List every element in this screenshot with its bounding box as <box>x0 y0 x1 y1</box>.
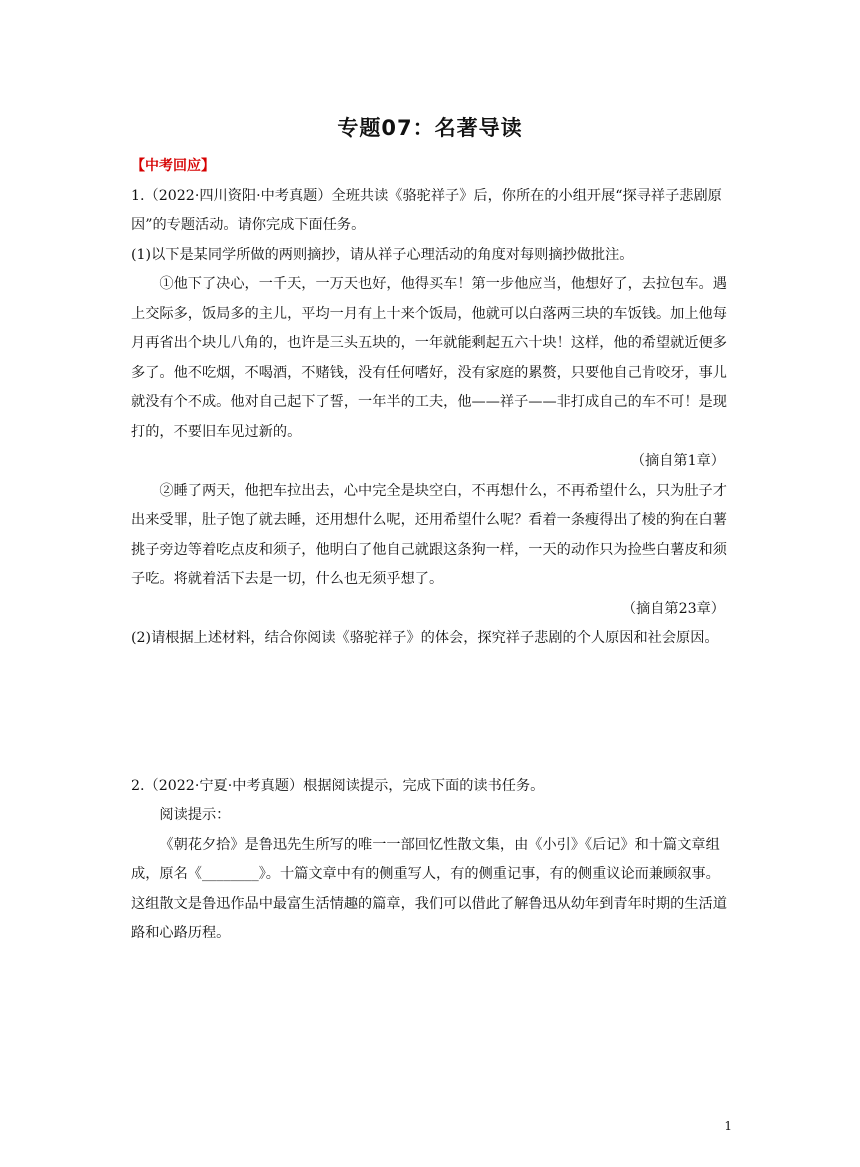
answer-space <box>131 654 731 772</box>
excerpt-2-source: （摘自第23章） <box>621 600 725 617</box>
page-title: 专题07：名著导读 <box>337 116 523 140</box>
question-1-part-2: (2)请根据上述材料，结合你阅读《骆驼祥子》的体会，探究祥子悲剧的个人原因和社会原因。 <box>131 630 719 646</box>
page-number: 1 <box>724 1119 732 1133</box>
question-1-part-1: (1)以下是某同学所做的两则摘抄，请从祥子心理活动的角度对每则摘抄做批注。 <box>131 246 634 263</box>
reading-hint-label: 阅读提示： <box>159 807 231 823</box>
question-2-stem: 2.（2022·宁夏·中考真题）根据阅读提示，完成下面的读书任务。 <box>131 777 545 794</box>
excerpt-1-source: （摘自第1章） <box>630 453 725 469</box>
question-1-stem: 1.（2022·四川资阳·中考真题）全班共读《骆驼祥子》后，你所在的小组开展“探寻祥子悲剧原因”的专题活动。请你完成下面任务。 <box>131 187 722 233</box>
document-body <box>131 152 731 949</box>
section-tag: 【中考回应】 <box>131 158 215 174</box>
excerpt-2: ②睡了两天，他把车拉出去，心中完全是块空白，不再想什么，不再希望什么，只为肚子才出来受罪，肚子饱了就去睡，还用想什么呢，还用希望什么呢？看着一条瘦得出了棱的狗在白薯挑子旁边等着吃点皮和须子，他明白了他自己就跟这条狗一样，一天的动作只为捡些白薯皮和须子吃。将就着活下去是一切，什么也无须乎想了。 <box>131 482 727 587</box>
excerpt-1: ①他下了决心，一千天，一万天也好，他得买车！第一步他应当，他想好了，去拉包车。遇上交际多，饭局多的主儿，平均一月有上十来个饭局，他就可以白落两三块的车饭钱。加上他每月再省出个块儿八角的，也许是三头五块的，一年就能剩起五六十块！这样，他的希望就近便多多了。他不吃烟，不喝酒，不赌钱，没有任何嗜好，没有家庭的累赘，只要他自己肯咬牙，事儿就没有个不成。他对自己起下了誓，一年半的工夫，他——祥子——非打成自己的车不可！是现打的，不要旧车见过新的。 <box>131 276 727 440</box>
reading-hint-text: 《朝花夕拾》是鲁迅先生所写的唯一一部回忆性散文集，由《小引》《后记》和十篇文章组成，原名《________》。十篇文章中有的侧重写人，有的侧重记事，有的侧重议论而兼顾叙事。这组散文是鲁迅作品中最富生活情趣的篇章，我们可以借此了解鲁迅从幼年到青年时期的生活道路和心路历程。 <box>131 836 727 941</box>
